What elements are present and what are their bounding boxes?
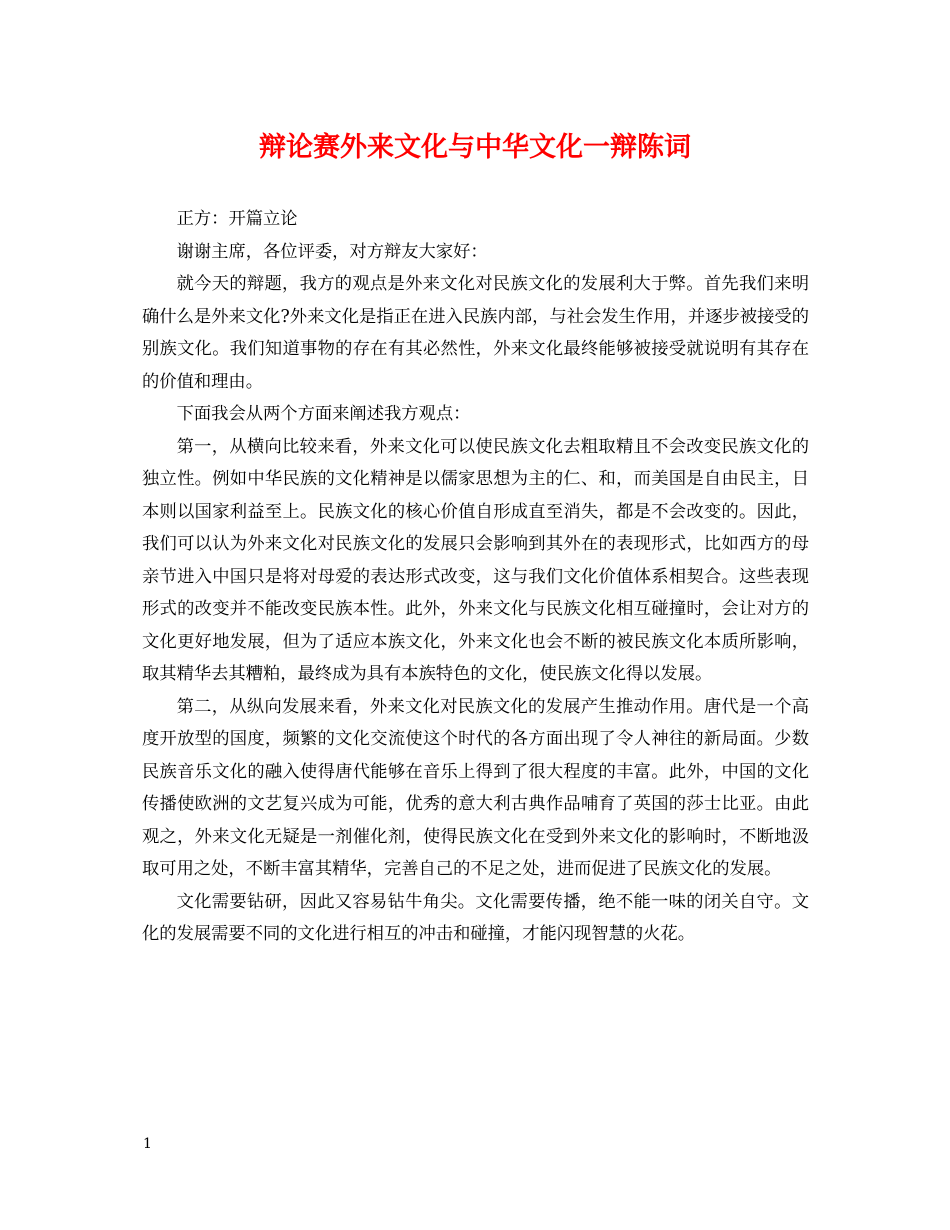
paragraph-thesis: 就今天的辩题，我方的观点是外来文化对民族文化的发展利大于弊。首先我们来明确什么是外来文化?外来文化是指正在进入民族内部，与社会发生作用，并逐步被接受的别族文化。我们知道事物的存在有其必然性，外来文化最终能够被接受就说明有其存在的价值和理由。	[142, 274, 809, 392]
document-body	[142, 203, 809, 951]
paragraph-point-one: 第一，从横向比较来看，外来文化可以使民族文化去粗取精且不会改变民族文化的独立性。例如中华民族的文化精神是以儒家思想为主的仁、和，而美国是自由民主，日本则以国家利益至上。民族文化的核心价值自形成直至消失，都是不会改变的。因此，我们可以认为外来文化对民族文化的发展只会影响到其外在的表现形式，比如西方的母亲节进入中国只是将对母爱的表达形式改变，这与我们文化价值体系相契合。这些表现形式的改变并不能改变民族本性。此外，外来文化与民族文化相互碰撞时，会让对方的文化更好地发展，但为了适应本族文化，外来文化也会不断的被民族文化本质所影响，取其精华去其糟粕，最终成为具有本族特色的文化，使民族文化得以发展。	[142, 436, 809, 684]
paragraph-greeting: 谢谢主席，各位评委，对方辩友大家好：	[176, 241, 488, 262]
paragraph-conclusion: 文化需要钻研，因此又容易钻牛角尖。文化需要传播，绝不能一味的闭关自守。文化的发展需要不同的文化进行相互的冲击和碰撞，才能闪现智慧的火花。	[142, 891, 809, 944]
document-title: 辩论赛外来文化与中华文化一辩陈词	[259, 132, 691, 163]
page-number: 1	[143, 1136, 152, 1152]
paragraph-side-label: 正方：开篇立论	[176, 209, 298, 229]
paragraph-point-two: 第二，从纵向发展来看，外来文化对民族文化的发展产生推动作用。唐代是一个高度开放型的国度，频繁的文化交流使这个时代的各方面出现了令人神往的新局面。少数民族音乐文化的融入使得唐代能够在音乐上得到了很大程度的丰富。此外，中国的文化传播使欧洲的文艺复兴成为可能，优秀的意大利古典作品哺育了英国的莎士比亚。由此观之，外来文化无疑是一剂催化剂，使得民族文化在受到外来文化的影响时，不断地汲取可用之处，不断丰富其精华，完善自己的不足之处，进而促进了民族文化的发展。	[142, 696, 809, 879]
paragraph-outline: 下面我会从两个方面来阐述我方观点：	[176, 404, 471, 424]
